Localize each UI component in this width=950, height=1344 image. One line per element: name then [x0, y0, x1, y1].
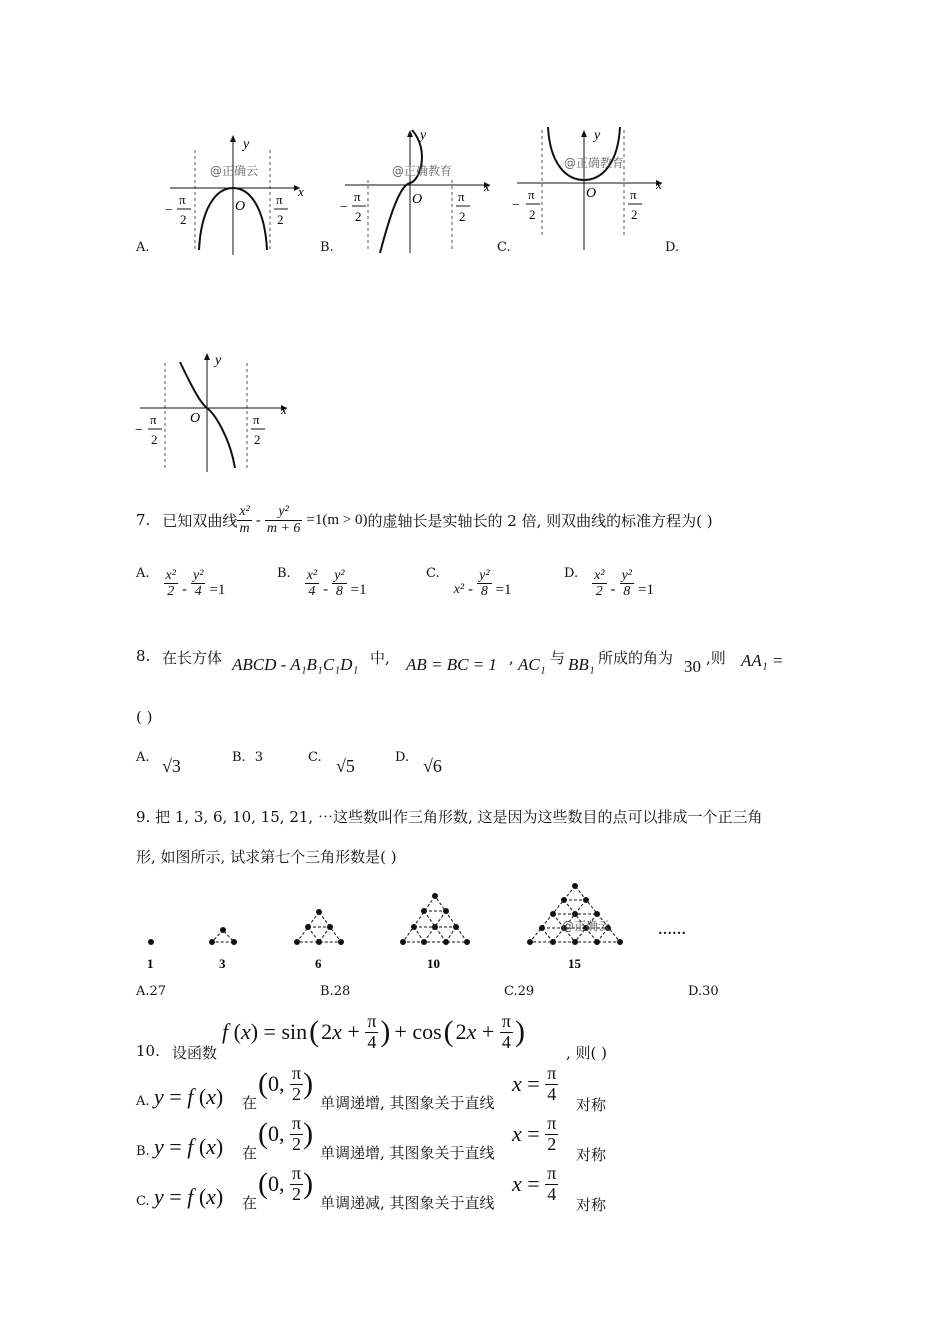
q8-mid: 中,	[370, 649, 390, 667]
svg-text:π: π	[276, 192, 283, 207]
q10-post: , 则( )	[566, 1044, 608, 1062]
svg-text:−: −	[340, 200, 348, 215]
q7-post: 的虚轴长是实轴长的 2 倍, 则双曲线的标准方程为( )	[367, 511, 713, 530]
svg-text:6: 6	[315, 956, 322, 971]
q8-solid: ABCD - A₁B₁C₁D₁	[232, 655, 359, 674]
svg-text:3: 3	[219, 956, 226, 971]
q7-options	[136, 566, 696, 616]
q9-option-b[interactable]: B.28	[320, 984, 351, 999]
svg-text:x: x	[656, 177, 662, 192]
q8-option-b[interactable]: B. 3	[232, 750, 264, 765]
q10-option-b[interactable]: B. y = f (x) 在 ( 0, $\frac{\pi}{2}$ ) 单调递增, 其图象关于直线 x = $\frac{\pi}{2}$ 对称	[136, 1113, 607, 1164]
q8-pre: 在长方体	[162, 649, 223, 667]
q7-option-c[interactable]: C. x² - $\frac{\text{y²}}{8}$ =1	[426, 566, 512, 600]
svg-text:1: 1	[147, 956, 154, 971]
svg-text:x: x	[298, 184, 304, 199]
graph-c	[512, 125, 672, 255]
svg-text:2: 2	[355, 209, 362, 224]
q8-bb1: BB₁	[568, 655, 595, 674]
q8-aa1: AA₁ =	[741, 651, 784, 670]
svg-text:π: π	[150, 412, 157, 427]
q9-option-d[interactable]: D.30	[688, 984, 719, 999]
svg-text:O: O	[412, 192, 423, 207]
svg-text:y: y	[594, 128, 601, 143]
graph-d-label[interactable]: D.	[665, 240, 680, 255]
q9-options	[136, 984, 736, 1004]
svg-text:π: π	[253, 412, 260, 427]
q10-function: f ( x ) = sin ( 2 x + $\frac{\pi}{4}$ ) + cos ( 2 x + $\frac{\pi}{4}$ )	[222, 1011, 525, 1052]
q7-option-a[interactable]: A. $\frac{\text{x²}}{2}$ - $\frac{\text{y²}}{4}$ =1	[136, 566, 226, 600]
q9-figure	[130, 880, 700, 972]
svg-text:2: 2	[180, 212, 187, 227]
q7-frac-x: $\frac{\text{x²}}{m}$	[239, 504, 250, 536]
graph-d	[135, 348, 295, 476]
graph-a-label[interactable]: A.	[136, 240, 150, 255]
q9-option-a[interactable]: A.27	[136, 984, 167, 999]
svg-text:@正确教育: @正确教育	[392, 164, 453, 178]
svg-text:O: O	[586, 186, 597, 201]
q10-option-c[interactable]: C. y = f (x) 在 ( 0, $\frac{\pi}{2}$ ) 单调递减, 其图象关于直线 x = $\frac{\pi}{4}$ 对称	[136, 1163, 607, 1214]
q9-option-c[interactable]: C.29	[504, 984, 535, 999]
graph-b-label[interactable]: B.	[320, 240, 334, 255]
q10-pre: 设函数	[172, 1044, 218, 1062]
svg-text:y: y	[243, 137, 250, 152]
svg-text:2: 2	[254, 432, 261, 447]
svg-text:@正确云: @正确云	[210, 164, 259, 178]
q7-option-d[interactable]: D. $\frac{\text{x²}}{2}$ - $\frac{\text{y²}}{8}$ =1	[564, 566, 654, 600]
svg-text:@正确云: @正确云	[562, 919, 611, 933]
svg-text:y: y	[420, 128, 427, 143]
q9-line1: 9. 把 1, 3, 6, 10, 15, 21, ⋯这些数叫作三角形数, 这是因为这些数目的点可以排成一个正三角	[136, 808, 763, 826]
svg-text:……: ……	[658, 923, 686, 938]
graph-d-svg	[135, 348, 295, 476]
q7-option-b[interactable]: B. $\frac{\text{x²}}{4}$ - $\frac{\text{y²}}{8}$ =1	[277, 566, 367, 600]
svg-text:y: y	[215, 353, 222, 368]
svg-text:π: π	[354, 189, 361, 204]
svg-text:−: −	[165, 203, 173, 218]
q10-number: 10.	[136, 1042, 160, 1060]
q7-pre: 已知双曲线	[162, 511, 238, 530]
svg-text:π: π	[179, 192, 186, 207]
q8-option-d[interactable]: D. √6	[395, 750, 442, 776]
svg-text:2: 2	[529, 207, 536, 222]
graph-c-svg	[512, 125, 672, 255]
q8-ac1: AC₁	[518, 655, 546, 674]
q8-then: ,则	[706, 649, 726, 667]
svg-text:x: x	[281, 402, 287, 417]
q8-angle-text: 所成的角为	[598, 649, 674, 667]
q8-with: 与	[550, 649, 566, 667]
q9-line2: 形, 如图所示, 试求第七个三角形数是( )	[136, 848, 397, 866]
graph-a-svg	[165, 130, 305, 255]
q8-option-c[interactable]: C. √5	[308, 750, 355, 776]
q8-eq: AB = BC = 1	[406, 655, 497, 674]
graph-b	[340, 125, 500, 255]
q7-condition: (m > 0)	[322, 511, 368, 528]
svg-text:π: π	[528, 187, 535, 202]
q7-frac-y: $\frac{\text{y²}}{m + 6}$	[266, 504, 301, 536]
triangle-numbers-svg	[130, 880, 700, 972]
svg-text:2: 2	[151, 432, 158, 447]
q8-option-a[interactable]: A. √3	[136, 750, 181, 776]
q7-stem: 7. 已知双曲线 $\frac{\text{x²}}{m}$ - $\frac{\text{y²}}{m + 6}$ =1 (m > 0) 的虚轴长是实轴长的 2 倍, 则双曲线的标准方程为( )	[136, 504, 713, 536]
svg-text:O: O	[235, 199, 246, 214]
svg-text:x: x	[484, 179, 490, 194]
svg-text:π: π	[630, 187, 637, 202]
svg-text:10: 10	[427, 956, 440, 971]
q7-number: 7.	[136, 511, 151, 529]
q8-paren: ( )	[136, 708, 153, 726]
svg-text:−: −	[135, 423, 143, 438]
q10-option-a[interactable]: A. y = f (x) 在 ( 0, $\frac{\pi}{2}$ ) 单调递增, 其图象关于直线 x = $\frac{\pi}{4}$ 对称	[136, 1063, 607, 1114]
svg-text:@正确教育: @正确教育	[564, 156, 625, 170]
svg-text:π: π	[458, 189, 465, 204]
svg-text:−: −	[512, 198, 520, 213]
graph-b-svg	[340, 125, 500, 255]
svg-text:2: 2	[459, 209, 466, 224]
q8-number: 8.	[136, 647, 151, 665]
svg-text:15: 15	[568, 956, 581, 971]
graph-a	[165, 130, 305, 255]
q10-stem	[136, 1012, 696, 1062]
svg-text:2: 2	[277, 212, 284, 227]
q8-angle: 30	[684, 657, 701, 676]
svg-text:O: O	[190, 411, 201, 426]
graph-c-label[interactable]: C.	[497, 240, 511, 255]
q8-options	[136, 746, 476, 782]
svg-text:2: 2	[631, 207, 638, 222]
